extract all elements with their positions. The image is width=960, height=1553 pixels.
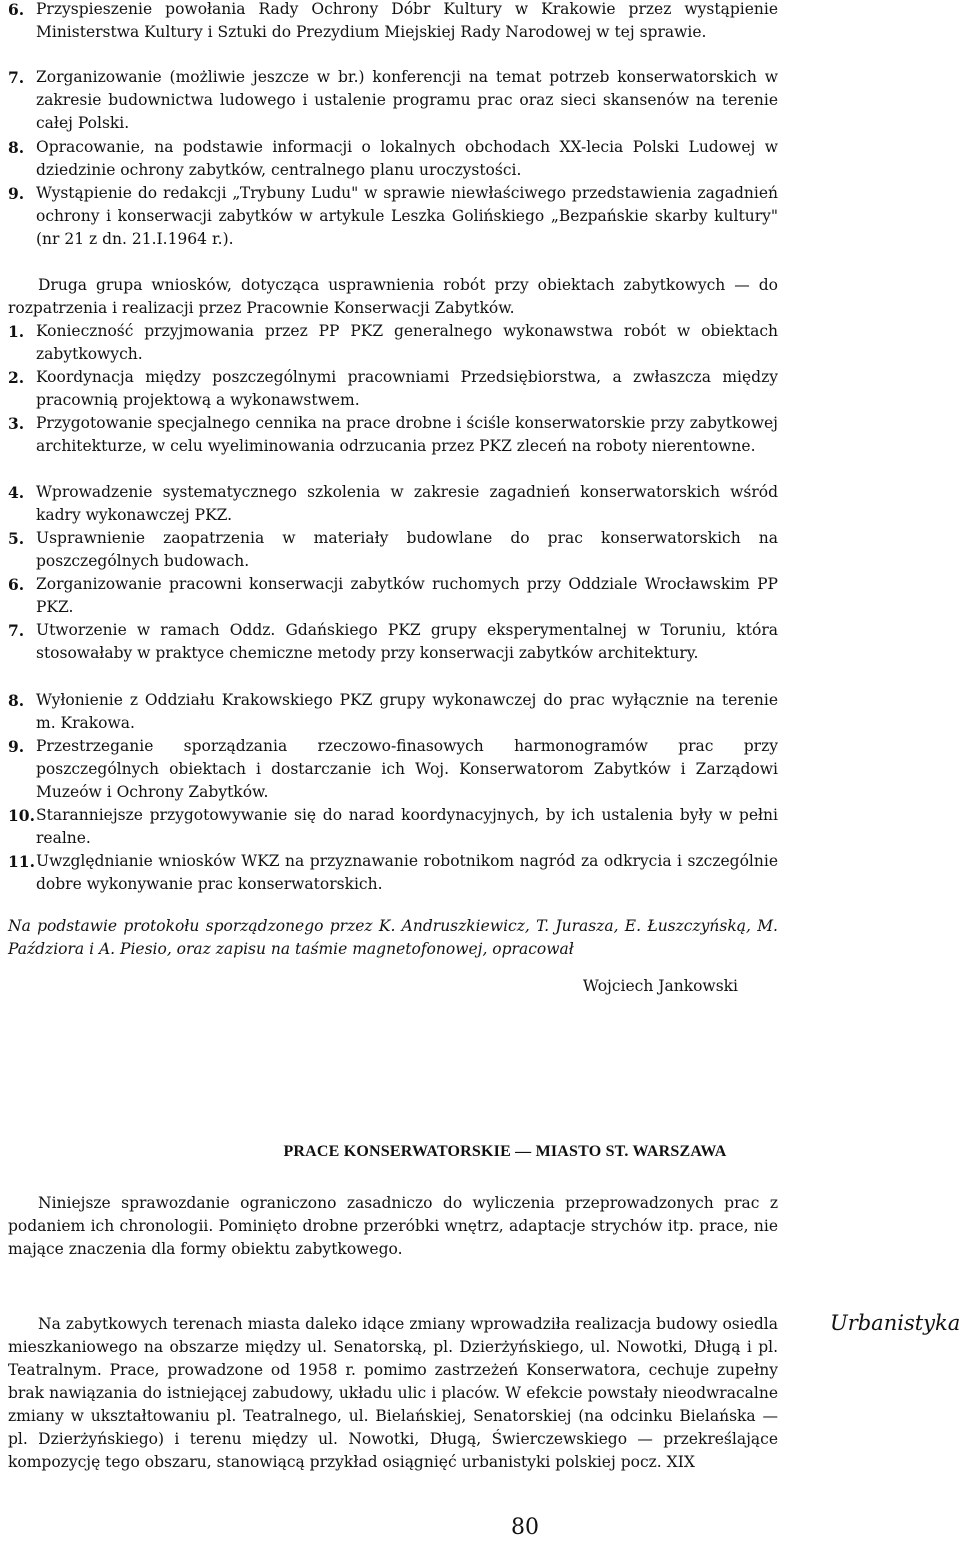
list-item xyxy=(8,182,778,251)
item-number: 11. xyxy=(8,852,35,871)
item-number: 1. xyxy=(8,322,25,341)
urbanistyka-paragraph: Na zabytkowych terenach miasta daleko idące zmiany wprowadziła realizacja budowy osiedla mieszkaniowego na obszarze między ul. Senatorską, pl. Dzierżyńskiego, ul. Nowotki, Długą i pl. Teatralnym. Prace, prowadzone od 1958 r. pomimo zastrzeżeń Konserwatora, cechuje zupełny brak nawiązania do istniejącej zabudowy, układu ulic i placów. W efekcie powstały nieodwracalne zmiany w ukształtowaniu pl. Teatralnego, ul. Bielańskiej, Senatorskiej (na odcinku Bielańska — pl. Dzierżyńskiego) i terenu między ul. Nowotki, Długą, Świerczewskiego — przekreślające kompozycję tego obszaru, stanowiącą przykład osiągnięć urbanistyki polskiej pocz. XIX xyxy=(8,1315,778,1471)
item-number: 8. xyxy=(8,691,25,710)
item-text: Usprawnienie zaopatrzenia w materiały budowlane do prac konserwatorskich na poszczególnych budowach. xyxy=(36,529,778,570)
section-title: PRACE KONSERWATORSKIE — MIASTO ST. WARSZAWA xyxy=(283,1143,727,1160)
item-text: Zorganizowanie pracowni konserwacji zabytków ruchomych przy Oddziale Wrocławskim PP PKZ. xyxy=(36,575,778,616)
item-text: Wyłonienie z Oddziału Krakowskiego PKZ grupy wykonawczej do prac wyłącznie na terenie m. Krakowa. xyxy=(36,691,778,732)
item-number: 7. xyxy=(8,621,25,640)
item-text: Przygotowanie specjalnego cennika na prace drobne i ściśle konserwatorskie przy zabytkowej architekturze, w celu wyeliminowania odrzucania przez PKZ zleceń na roboty nierentowne. xyxy=(36,414,778,455)
item-number: 2. xyxy=(8,368,25,387)
item-number: 3. xyxy=(8,414,25,433)
list-item xyxy=(8,689,778,735)
item-text: Przestrzeganie sporządzania rzeczowo-finasowych harmonogramów prac przy poszczególnych obiektach i dostarczanie ich Woj. Konserwatorom Zabytków i Zarządowi Muzeów i Ochrony Zabytków. xyxy=(36,737,778,801)
group-intro-paragraph: Druga grupa wniosków, dotycząca usprawnienia robót przy obiektach zabytkowych — do rozpatrzenia i realizacji przez Pracownie Konserwacji Zabytków. xyxy=(8,276,778,317)
list-item xyxy=(8,320,778,366)
item-text: Wprowadzenie systematycznego szkolenia w zakresie zagadnień konserwatorskich wśród kadry wykonawczej PKZ. xyxy=(36,483,778,524)
item-text: Zorganizowanie (możliwie jeszcze w br.) konferencji na temat potrzeb konserwatorskich w zakresie budownictwa ludowego i ustalenie programu prac oraz sieci skansenów na terenie całej Polski. xyxy=(36,68,778,132)
list-item xyxy=(8,527,778,573)
list-item xyxy=(8,619,778,665)
item-text: Uwzględnianie wniosków WKZ na przyznawanie robotnikom nagród za odkrycia i szczególnie dobre wykonywanie prac konserwatorskich. xyxy=(36,852,778,893)
item-number: 5. xyxy=(8,529,25,548)
item-text: Utworzenie w ramach Oddz. Gdańskiego PKZ grupy eksperymentalnej w Toruniu, która stosowałaby w praktyce chemiczne metody przy konserwacji zabytków architektury. xyxy=(36,621,778,662)
intro-paragraph: Niniejsze sprawozdanie ograniczono zasadniczo do wyliczenia przeprowadzonych prac z podaniem ich chronologii. Pominięto drobne przeróbki wnętrz, adaptacje strychów itp. prace, nie mające znaczenia dla formy obiektu zabytkowego. xyxy=(8,1194,778,1258)
list-item xyxy=(8,573,778,619)
list-item xyxy=(8,804,778,850)
item-text: Opracowanie, na podstawie informacji o lokalnych obchodach XX-lecia Polski Ludowej w dziedzinie ochrony zabytków, centralnego planu uroczystości. xyxy=(36,138,778,179)
item-number: 7. xyxy=(8,68,25,87)
item-number: 9. xyxy=(8,737,25,756)
list-item xyxy=(8,66,778,135)
list-item xyxy=(8,136,778,182)
list-item xyxy=(8,850,778,896)
margin-label: Urbanistyka xyxy=(830,1311,960,1335)
item-number: 10. xyxy=(8,806,35,825)
author-signature: Wojciech Jankowski xyxy=(582,977,738,995)
item-text: Konieczność przyjmowania przez PP PKZ generalnego wykonawstwa robót w obiektach zabytkowych. xyxy=(36,322,778,363)
item-number: 9. xyxy=(8,184,25,203)
item-text: Wystąpienie do redakcji „Trybuny Ludu" w sprawie niewłaściwego przedstawienia zagadnień ochrony i konserwacji zabytków w artykule Leszka Golińskiego „Bezpańskie skarby kultury" (nr 21 z dn. 21.I.1964 r.). xyxy=(36,184,778,248)
item-number: 6. xyxy=(8,0,25,19)
list-item xyxy=(8,735,778,804)
item-number: 6. xyxy=(8,575,25,594)
list-item xyxy=(8,366,778,412)
source-note: Na podstawie protokołu sporządzonego przez K. Andruszkiewicz, T. Jurasza, E. Łuszczyńską, M. Paździora i A. Piesio, oraz zapisu na taśmie magnetofonowej, opracował xyxy=(8,917,778,958)
page-number: 80 xyxy=(511,1515,539,1540)
item-number: 8. xyxy=(8,138,25,157)
item-number: 4. xyxy=(8,483,25,502)
list-item xyxy=(8,412,778,458)
item-text: Przyspieszenie powołania Rady Ochrony Dóbr Kultury w Krakowie przez wystąpienie Ministerstwa Kultury i Sztuki do Prezydium Miejskiej Rady Narodowej w tej sprawie. xyxy=(36,0,778,41)
list-item xyxy=(8,481,778,527)
item-text: Staranniejsze przygotowywanie się do narad koordynacyjnych, by ich ustalenia były w pełni realne. xyxy=(36,806,778,847)
list-item xyxy=(8,0,778,44)
item-text: Koordynacja między poszczególnymi pracowniami Przedsiębiorstwa, a zwłaszcza między pracownią projektową a wykonawstwem. xyxy=(36,368,778,409)
